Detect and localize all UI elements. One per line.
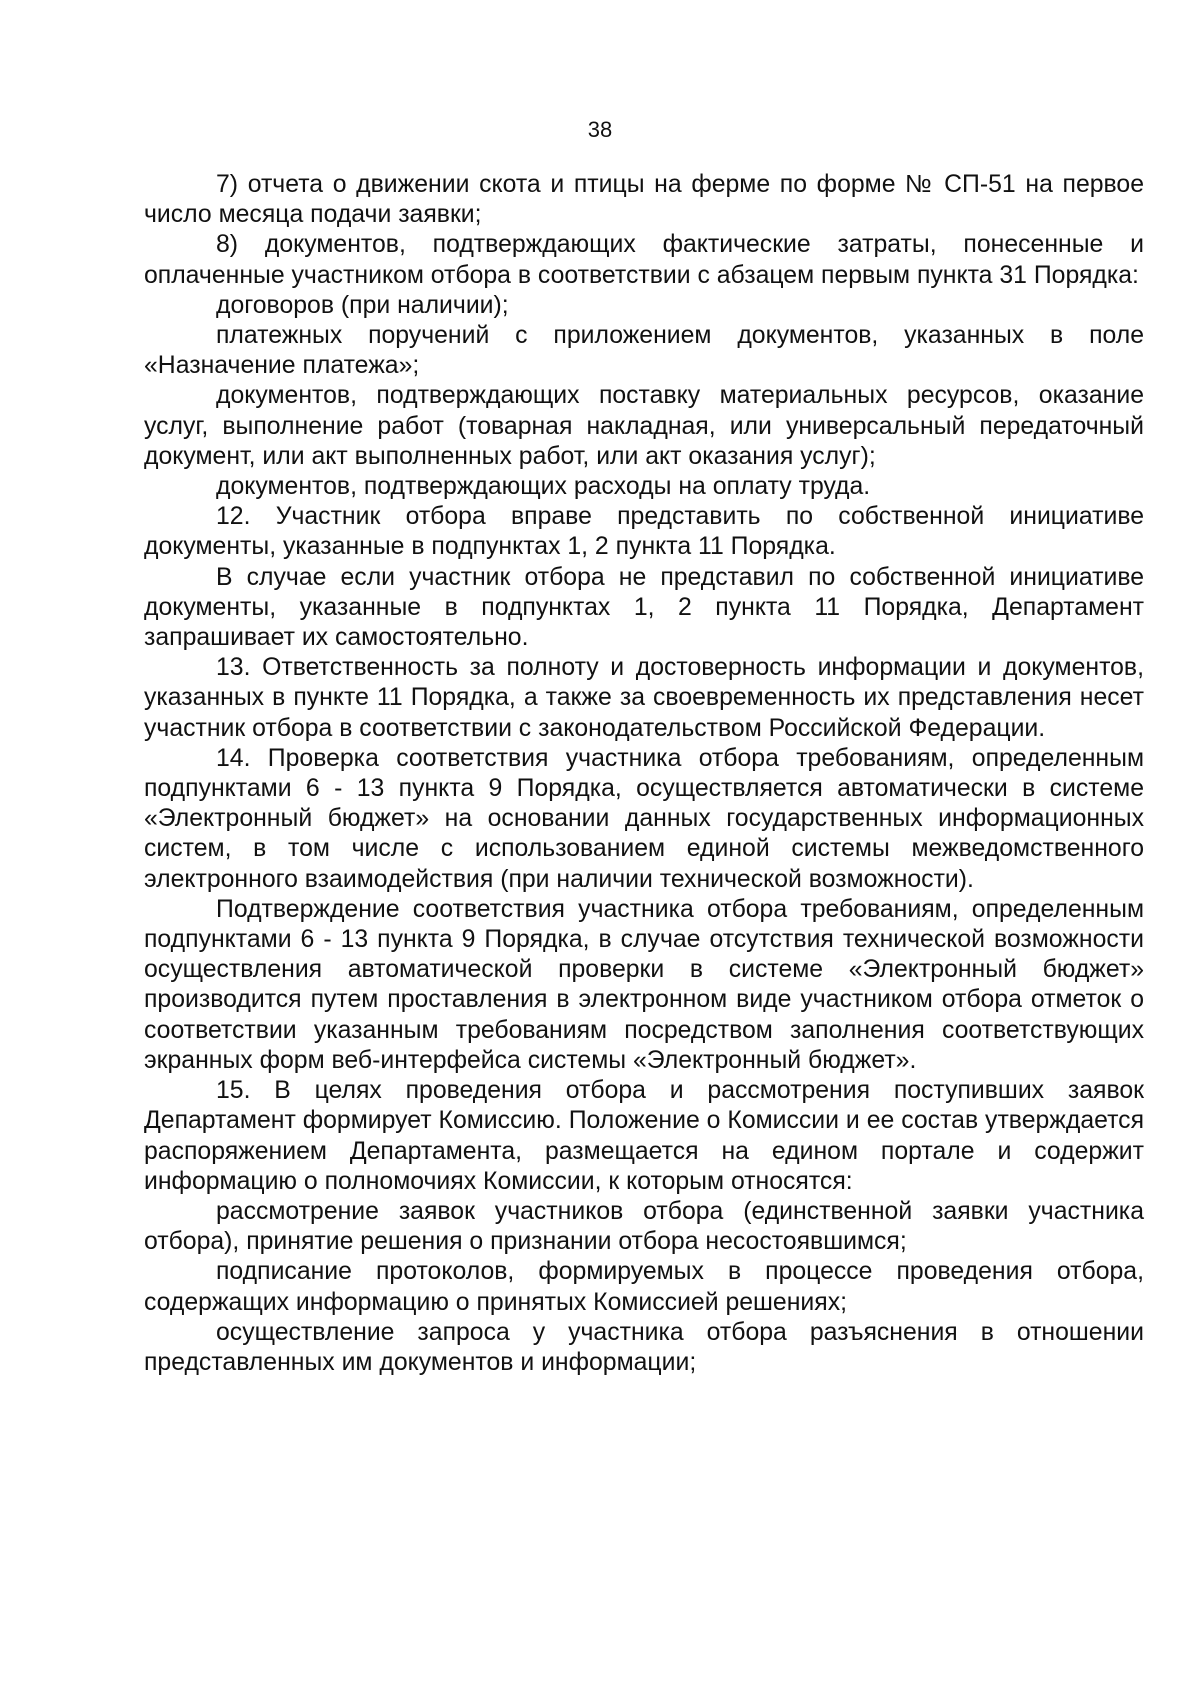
document-body (144, 170, 1144, 1378)
paragraph-subitem-7: 7) отчета о движении скота и птицы на ферме по форме № СП-51 на первое число месяца подачи заявки; (144, 171, 1144, 229)
page-number: 38 (587, 117, 613, 142)
paragraph-clause-14: 14. Проверка соответствия участника отбора требованиям, определенным подпунктами 6 - 13 пункта 9 Порядка, осуществляется автоматически в системе «Электронный бюджет» на основании данных государственных информационных систем, в том числе с использованием единой системы межведомственного электронного взаимодействия (при наличии технической возможности). (144, 744, 1144, 893)
paragraph-payment-orders: платежных поручений с приложением документов, указанных в поле «Назначение платежа»; (144, 322, 1144, 380)
paragraph-labor-costs: документов, подтверждающих расходы на оплату труда. (216, 473, 871, 501)
paragraph-clause-13: 13. Ответственность за полноту и достоверность информации и документов, указанных в пункте 11 Порядка, а также за своевременность их представления несет участник отбора в соответствии с законодательством Российской Федерации. (144, 654, 1144, 742)
paragraph-clause-14-confirmation: Подтверждение соответствия участника отбора требованиям, определенным подпунктами 6 - 13 пункта 9 Порядка, в случае отсутствия технической возможности осуществления автоматической проверки в системе «Электронный бюджет» производится путем проставления в электронном виде участником отбора отметок о соответствии указанным требованиям посредством заполнения соответствующих экранных форм веб-интерфейса системы «Электронный бюджет». (144, 895, 1144, 1074)
paragraph-commission-clarification: осуществление запроса у участника отбора разъяснения в отношении представленных им документов и информации; (144, 1318, 1144, 1376)
paragraph-commission-review: рассмотрение заявок участников отбора (единственной заявки участника отбора), принятие решения о признании отбора несостоявшимся; (144, 1197, 1144, 1256)
paragraph-subitem-8: 8) документов, подтверждающих фактические затраты, понесенные и оплаченные участником отбора в соответствии с абзацем первым пункта 31 Порядка: (144, 231, 1144, 289)
paragraph-clause-12: 12. Участник отбора вправе представить по собственной инициативе документы, указанные в подпунктах 1, 2 пункта 11 Порядка. (144, 503, 1144, 561)
paragraph-clause-12-request: В случае если участник отбора не представил по собственной инициативе документы, указанные в подпунктах 1, 2 пункта 11 Порядка, Департамент запрашивает их самостоятельно. (144, 563, 1144, 652)
paragraph-clause-15: 15. В целях проведения отбора и рассмотрения поступивших заявок Департамент формирует Комиссию. Положение о Комиссии и ее состав утверждается распоряжением Департамента, размещается на едином портале и содержит информацию о полномочиях Комиссии, к которым относятся: (144, 1077, 1144, 1195)
paragraph-contracts: договоров (при наличии); (216, 291, 509, 319)
paragraph-commission-protocols: подписание протоколов, формируемых в процессе проведения отбора, содержащих информацию о принятых Комиссией решениях; (144, 1258, 1144, 1316)
paragraph-supply-documents: документов, подтверждающих поставку материальных ресурсов, оказание услуг, выполнение работ (товарная накладная, или универсальный передаточный документ, или акт выполненных работ, или акт оказания услуг); (144, 382, 1144, 470)
